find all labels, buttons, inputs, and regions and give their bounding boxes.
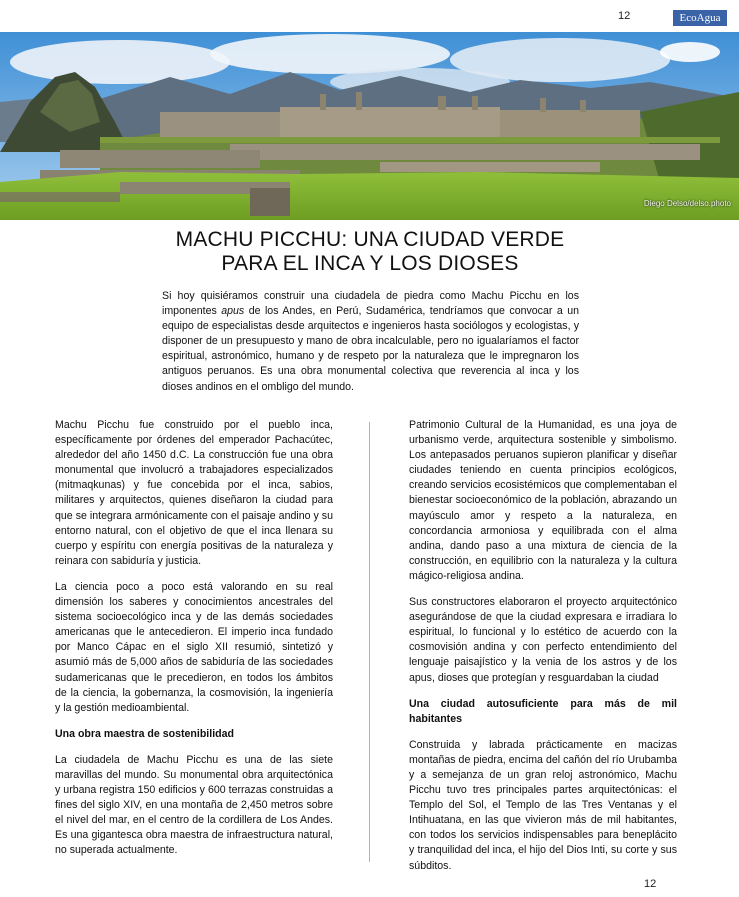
intro-text-end: de los Andes, en Perú, Sudamérica, tendríamos que convocar a un equipo de especialistas desde arquitectos e ingenieros hasta sociólogos y ecologistas, y disponer de un presupuesto y mano de obra incalculable, pero no igualaríamos el factor espiritual, astronómico, humano y de respeto por la naturaleza que le impregnaron los antiguos peruanos. Es una obra monumental colectiva que reverencia al inca y los dioses andinos en el ombligo del mundo. [162, 305, 579, 393]
intro-text-start: Si hoy quisiéramos construir una ciudadela de piedra como Machu Picchu en los imponentes [162, 290, 579, 318]
photo-credit: Diego Delso/delso.photo [643, 199, 731, 208]
footer-page-number: 12 [644, 878, 657, 890]
header-page-number: 12 [618, 10, 631, 22]
title-line-1: MACHU PICCHU: UNA CIUDAD VERDE [175, 228, 565, 251]
brand-logo: EcoAgua [673, 10, 727, 26]
right-column [409, 418, 677, 885]
right-paragraph-2: Sus constructores elaboraron el proyecto arquitectónico asegurándose de que la ciudad expresara e irradiara lo espiritual, lo funcional y lo estético de acuerdo con la cosmovisión andina y con perfecto entendimiento del lenguaje paisajístico y la venia de los astros y de los apus, dioses que protegían y resguardaban la ciudad [409, 596, 677, 684]
column-divider [369, 422, 370, 862]
article-title [120, 228, 620, 276]
right-section-heading: Una ciudad autosuficiente para más de mil habitantes [409, 697, 677, 725]
machu-picchu-landscape [0, 32, 739, 220]
title-line-2: PARA EL INCA Y LOS DIOSES [221, 252, 519, 275]
right-paragraph-3: Construida y labrada prácticamente en macizas montañas de piedra, encima del cañón del río Urubamba y a semejanza de un gran reloj astronómico, Machu Picchu tuvo tres principales partes arquitectónicas: el Templo del Sol, el Templo de las Tres Ventanas y el Intihuatana, en las que vivieron más de mil habitantes, con todos los servicios indispensables para beneplácito y tranquilidad del inca, el hijo del Dios Inti, su corte y sus súbditos. [409, 738, 677, 872]
left-paragraph-3: La ciudadela de Machu Picchu es una de las siete maravillas del mundo. Su monumental obra arquitectónica y urbana registra 150 edificios y 600 terrazas construidas a fines del siglo XIV, en una montaña de 2,450 metros sobre el nivel del mar, en el centro de la cordillera de Los Andes. Es una gigantesca obra maestra de infraestructura natural, no superada actualmente. [55, 753, 333, 857]
intro-paragraph [162, 289, 579, 395]
left-paragraph-1: Machu Picchu fue construido por el pueblo inca, específicamente por órdenes del emperador Pachacútec, alrededor del año 1450 d.C. La construcción fue una obra monumental que involucró a trabajadores especializados (mitmaqkunas) y fue concebida por el inca, sabios, militares y arquitectos, quienes diseñaron la ciudad para que se integrara armónicamente con el paisaje andino y su entorno natural, con el objetivo de que el inca llenara su cuerpo y espíritu con energía positivas de la naturaleza y reinara con sabiduría y justicia. [55, 419, 333, 567]
right-paragraph-1: Patrimonio Cultural de la Humanidad, es una joya de urbanismo verde, arquitectura sostenible y simbolismo. Los antepasados peruanos supieron planificar y diseñar ciudades teniendo en cuenta principios ecológicos, creando servicios ecosistémicos que complementaban el bienestar socioeconómico de la población, abrazando un mayúsculo amor y respeto a la naturaleza, en concordancia armoniosa y equilibrada con el alma andina, dando paso a una mixtura de ciencia de la construcción, en equilibrio con la naturaleza y la cultura mágico-religiosa andina. [409, 419, 677, 582]
left-column [55, 418, 333, 870]
left-section-heading: Una obra maestra de sostenibilidad [55, 727, 234, 740]
intro-apus: apus [221, 305, 245, 318]
hero-photo [0, 32, 739, 220]
left-paragraph-2: La ciencia poco a poco está valorando en su real dimensión los saberes y conocimientos ancestrales del sistema socioecológico inca y de las demás sociedades americanas que le antecedieron. El imperio inca fundado por Manco Cápac en el siglo XII resumió, sintetizó y asumió más de 5,000 años de sabiduría de las sociedades sudamericanas que le precedieron, en todos los ámbitos de la ciencia, la gobernanza, la cosmovisión, la ingeniería y la gestión medioambiental. [55, 580, 333, 714]
